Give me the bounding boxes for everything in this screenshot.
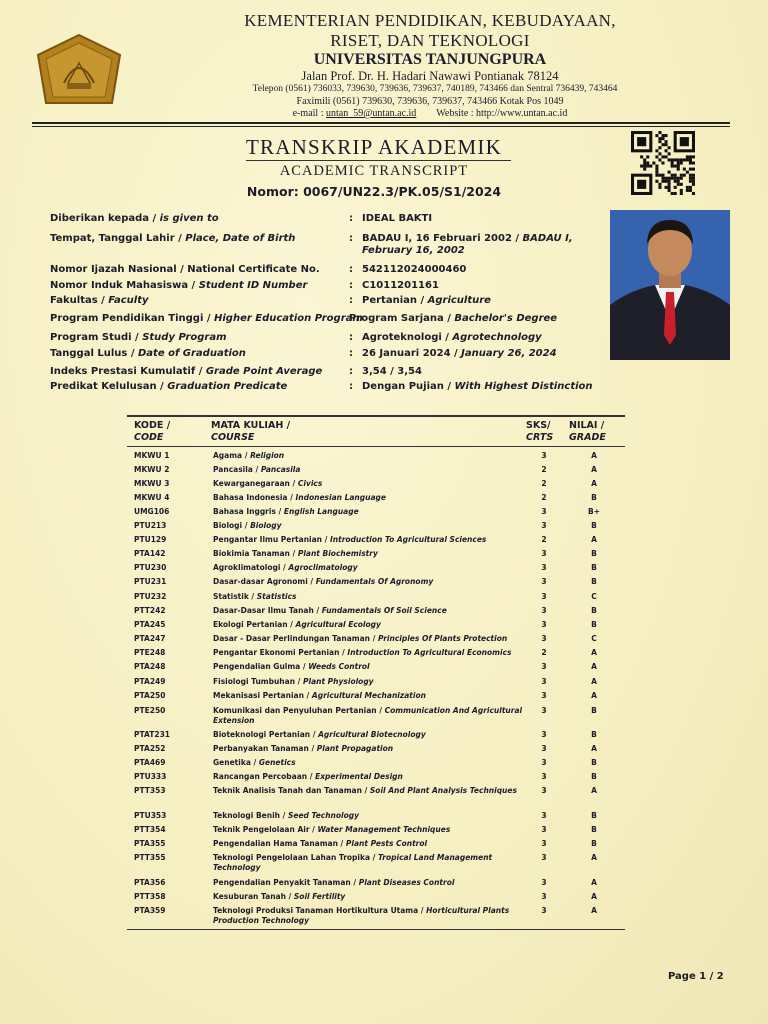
info-value	[362, 233, 607, 257]
course-name	[213, 577, 523, 587]
title-underline	[246, 160, 511, 161]
header-sks-en: CRTS	[526, 432, 554, 443]
course-name	[213, 825, 523, 835]
info-label-en: Date of Graduation	[137, 348, 246, 359]
course-code: PTAT231	[134, 730, 171, 739]
info-colon: :	[349, 348, 353, 359]
course-grade: B	[591, 493, 597, 502]
header-code-id: KODE /	[134, 420, 171, 431]
course-grade: B	[591, 825, 597, 834]
info-value	[362, 213, 607, 225]
course-name-en: Soil And Plant Analysis Techniques	[369, 786, 517, 795]
course-name-id: Pancasila /	[213, 465, 261, 474]
info-label	[50, 332, 227, 343]
course-code: PTT358	[134, 892, 166, 901]
course-grade: B	[591, 839, 597, 848]
header-divider	[32, 122, 730, 124]
course-grade: B	[591, 606, 597, 615]
course-code: UMG106	[134, 507, 170, 516]
course-name-id: Ekologi Pertanian /	[213, 620, 296, 629]
info-value-en: Agrotechnology	[452, 332, 542, 343]
course-name	[213, 592, 523, 602]
course-code: PTA252	[134, 744, 166, 753]
info-label-en: Higher Education Program	[214, 313, 363, 324]
fax: Faximili (0561) 739630, 739636, 739637, 743466 Kotak Pos 1049	[296, 96, 564, 107]
course-grade: A	[591, 648, 597, 657]
course-name	[213, 730, 523, 740]
course-code: PTT354	[134, 825, 166, 834]
info-value-id: Pertanian /	[362, 295, 428, 306]
course-credits: 3	[541, 786, 547, 795]
course-grade: C	[591, 592, 597, 601]
info-label-en: is given to	[159, 213, 219, 224]
course-name-id: Teknik Pengelolaan Air /	[213, 825, 318, 834]
info-value-id: 3,54 / 3,54	[362, 366, 422, 377]
course-name-id: Komunikasi dan Penyuluhan Pertanian /	[213, 706, 385, 715]
course-credits: 3	[541, 606, 547, 615]
info-label-id: Predikat Kelulusan /	[50, 381, 168, 392]
course-name-en: Water Management Techniques	[317, 825, 451, 834]
info-label-en: Faculty	[108, 295, 149, 306]
course-credits: 3	[541, 744, 547, 753]
info-label	[50, 381, 287, 392]
course-code: MKWU 3	[134, 479, 170, 488]
info-value	[362, 332, 607, 344]
course-grade: B	[591, 811, 597, 820]
course-credits: 3	[541, 662, 547, 671]
course-name-id: Bahasa Inggris /	[213, 507, 284, 516]
student-photo	[610, 210, 730, 360]
course-credits: 2	[541, 648, 547, 657]
qr-code-icon	[628, 131, 698, 195]
course-code: PTU213	[134, 521, 167, 530]
course-name-id: Kesuburan Tanah /	[213, 892, 294, 901]
info-value-id: 542112024000460	[362, 264, 467, 275]
course-grade: B	[591, 772, 597, 781]
course-name-en: Horticultural Plants Production Technology	[213, 906, 510, 925]
course-grade: B	[591, 758, 597, 767]
course-name	[213, 507, 523, 517]
course-grade: A	[591, 535, 597, 544]
info-value-en: BADAU I, February 16, 2002	[362, 233, 573, 256]
course-name-id: Agroklimatologi /	[213, 563, 289, 572]
course-name-en: English Language	[283, 507, 359, 516]
course-name-id: Pengendalian Penyakit Tanaman /	[213, 878, 359, 887]
table-bottom-border	[127, 929, 625, 930]
course-name	[213, 892, 523, 902]
course-name-id: Kewarganegaraan /	[213, 479, 298, 488]
course-name-en: Agricultural Ecology	[295, 620, 381, 629]
ministry-line-1: KEMENTERIAN PENDIDIKAN, KEBUDAYAAN,	[244, 11, 616, 30]
course-credits: 3	[541, 892, 547, 901]
course-code: PTA250	[134, 691, 166, 700]
course-credits: 3	[541, 839, 547, 848]
info-label-id: Diberikan kepada /	[50, 213, 160, 224]
course-name-id: Teknologi Pengelolaan Lahan Tropika /	[213, 853, 378, 862]
course-name-id: Mekanisasi Pertanian /	[213, 691, 312, 700]
course-code: MKWU 1	[134, 451, 170, 460]
course-name	[213, 758, 523, 768]
info-colon: :	[349, 233, 353, 244]
course-name-en: Plant Biochemistry	[297, 549, 378, 558]
course-code: PTU129	[134, 535, 167, 544]
course-name	[213, 786, 523, 796]
course-name-id: Pengendalian Gulma /	[213, 662, 309, 671]
info-label-id: Nomor Ijazah Nasional / National Certificate No.	[50, 264, 320, 275]
course-name	[213, 606, 523, 616]
table-header-border	[127, 446, 625, 447]
info-label	[50, 313, 363, 324]
course-code: PTA247	[134, 634, 166, 643]
course-name-id: Dasar - Dasar Perlindungan Tanaman /	[213, 634, 378, 643]
email-label: e-mail :	[292, 108, 326, 119]
document-subtitle: ACADEMIC TRANSCRIPT	[279, 163, 469, 179]
course-credits: 3	[541, 906, 547, 915]
info-label	[50, 295, 149, 306]
course-code: PTE248	[134, 648, 166, 657]
page-number: Page 1 / 2	[668, 971, 724, 982]
info-value-en: With Highest Distinction	[454, 381, 593, 392]
info-label-id: Tanggal Lulus /	[50, 348, 138, 359]
course-name-en: Experimental Design	[315, 772, 403, 781]
table-top-border	[127, 415, 625, 417]
course-grade: B	[591, 620, 597, 629]
course-credits: 3	[541, 825, 547, 834]
course-name	[213, 706, 523, 725]
info-value	[362, 264, 607, 276]
course-name-id: Teknologi Benih /	[213, 811, 288, 820]
info-value	[362, 348, 607, 360]
info-label-id: Program Pendidikan Tinggi /	[50, 313, 214, 324]
course-name	[213, 906, 523, 925]
course-code: PTT353	[134, 786, 166, 795]
course-grade: B+	[587, 507, 600, 516]
course-name-en: Pancasila	[260, 465, 301, 474]
course-credits: 3	[541, 758, 547, 767]
course-code: PTA142	[134, 549, 166, 558]
course-credits: 3	[541, 691, 547, 700]
course-credits: 3	[541, 620, 547, 629]
header-course	[211, 420, 290, 444]
course-name-id: Genetika /	[213, 758, 259, 767]
course-name	[213, 744, 523, 754]
course-code: PTU353	[134, 811, 167, 820]
course-name-en: Indonesian Language	[295, 493, 386, 502]
course-code: PTA356	[134, 878, 166, 887]
info-value-id: C1011201161	[362, 280, 439, 291]
info-value-id: Agroteknologi /	[362, 332, 453, 343]
course-name-id: Pengantar Ilmu Pertanian /	[213, 535, 330, 544]
course-credits: 3	[541, 577, 547, 586]
course-grade: A	[591, 892, 597, 901]
course-name-en: Agricultural Mechanization	[311, 691, 426, 700]
info-value	[349, 313, 594, 325]
course-credits: 3	[541, 878, 547, 887]
course-grade: B	[591, 549, 597, 558]
info-value-id: BADAU I, 16 Februari 2002 /	[362, 233, 523, 244]
course-code: PTA245	[134, 620, 166, 629]
course-name	[213, 811, 523, 821]
course-name	[213, 839, 523, 849]
course-grade: B	[591, 730, 597, 739]
course-name-id: Biokimia Tanaman /	[213, 549, 298, 558]
course-credits: 3	[541, 451, 547, 460]
info-label-id: Fakultas /	[50, 295, 109, 306]
course-name-id: Bioteknologi Pertanian /	[213, 730, 319, 739]
info-value	[362, 366, 607, 378]
website[interactable]: Website : http://www.untan.ac.id	[436, 108, 568, 119]
course-name-en: Seed Technology	[287, 811, 360, 820]
course-name-en: Civics	[297, 479, 323, 488]
course-name-id: Biologi /	[213, 521, 251, 530]
info-label	[50, 233, 295, 244]
course-name-en: Statistics	[256, 592, 297, 601]
header-sks	[526, 420, 553, 444]
course-grade: A	[591, 744, 597, 753]
course-grade: C	[591, 634, 597, 643]
university-name: UNIVERSITAS TANJUNGPURA	[313, 51, 547, 68]
course-grade: A	[591, 662, 597, 671]
info-value-id: Dengan Pujian /	[362, 381, 455, 392]
info-colon: :	[349, 332, 353, 343]
address: Jalan Prof. Dr. H. Hadari Nawawi Pontianak 78124	[301, 69, 559, 83]
course-code: PTU232	[134, 592, 167, 601]
course-name-id: Dasar-Dasar Ilmu Tanah /	[213, 606, 322, 615]
course-name-en: Agricultural Biotecnology	[318, 730, 426, 739]
info-label-en: Student ID Number	[198, 280, 308, 291]
course-name	[213, 479, 523, 489]
info-value	[362, 295, 607, 307]
course-credits: 3	[541, 811, 547, 820]
info-label-id: Indeks Prestasi Kumulatif /	[50, 366, 206, 377]
course-name-en: Plant Physiology	[303, 677, 374, 686]
course-name-id: Bahasa Indonesia /	[213, 493, 296, 502]
course-grade: A	[591, 451, 597, 460]
course-name	[213, 772, 523, 782]
course-name	[213, 620, 523, 630]
course-credits: 2	[541, 465, 547, 474]
phone: Telepon (0561) 736033, 739630, 739636, 739637, 740189, 743466 dan Sentral 736439, 743464	[252, 84, 618, 94]
course-grade: B	[591, 563, 597, 572]
course-name-id: Agama /	[213, 451, 251, 460]
info-label	[50, 348, 246, 359]
course-name	[213, 521, 523, 531]
course-name-en: Introduction To Agricultural Sciences	[329, 535, 487, 544]
course-code: PTA249	[134, 677, 166, 686]
course-grade: A	[591, 465, 597, 474]
course-name	[213, 535, 523, 545]
info-label-en: Grade Point Average	[205, 366, 323, 377]
course-credits: 3	[541, 521, 547, 530]
info-colon: :	[349, 295, 353, 306]
header-code-en: CODE	[134, 432, 164, 443]
course-grade: A	[591, 878, 597, 887]
course-name-id: Dasar-dasar Agronomi /	[213, 577, 316, 586]
course-credits: 3	[541, 772, 547, 781]
course-name-id: Teknik Analisis Tanah dan Tanaman /	[213, 786, 370, 795]
info-colon: :	[349, 213, 353, 224]
course-code: PTU230	[134, 563, 167, 572]
info-colon: :	[349, 264, 353, 275]
course-name	[213, 878, 523, 888]
course-grade: A	[591, 786, 597, 795]
course-credits: 3	[541, 634, 547, 643]
course-credits: 3	[541, 563, 547, 572]
course-grade: A	[591, 906, 597, 915]
course-code: PTA355	[134, 839, 166, 848]
course-credits: 3	[541, 677, 547, 686]
header-grade-en: GRADE	[569, 432, 606, 443]
course-credits: 3	[541, 592, 547, 601]
header-grade	[569, 420, 606, 444]
header-sks-id: SKS/	[526, 420, 551, 431]
course-grade: B	[591, 706, 597, 715]
course-name-id: Rancangan Percobaan /	[213, 772, 316, 781]
course-name	[213, 691, 523, 701]
course-credits: 3	[541, 549, 547, 558]
info-label	[50, 280, 307, 291]
course-name	[213, 662, 523, 672]
course-name-en: Weeds Control	[308, 662, 370, 671]
course-name-en: Fundamentals Of Soil Science	[321, 606, 447, 615]
info-label-id: Tempat, Tanggal Lahir /	[50, 233, 186, 244]
course-name-id: Pengantar Ekonomi Pertanian /	[213, 648, 348, 657]
course-code: PTA248	[134, 662, 166, 671]
info-value-id: Program Sarjana /	[349, 313, 455, 324]
course-code: PTU231	[134, 577, 167, 586]
course-credits: 2	[541, 493, 547, 502]
course-grade: A	[591, 677, 597, 686]
info-label	[50, 264, 320, 275]
course-name-en: Communication And Agricultural Extension	[213, 706, 523, 725]
course-name-en: Biology	[250, 521, 282, 530]
header-divider-thin	[32, 126, 730, 127]
course-code: PTA469	[134, 758, 166, 767]
info-label-en: Study Program	[142, 332, 227, 343]
info-value-id: IDEAL BAKTI	[362, 213, 433, 224]
course-grade: A	[591, 853, 597, 862]
course-name-en: Soil Fertility	[293, 892, 346, 901]
course-name	[213, 677, 523, 687]
contact-line	[200, 108, 660, 119]
info-label-id: Program Studi /	[50, 332, 143, 343]
course-name-en: Tropical Land Management Technology	[213, 853, 493, 872]
info-label	[50, 366, 322, 377]
header-course-id: MATA KULIAH /	[211, 420, 291, 431]
course-name-id: Fisiologi Tumbuhan /	[213, 677, 304, 686]
header-grade-id: NILAI /	[569, 420, 605, 431]
info-value	[362, 381, 607, 393]
ministry-line-2: RISET, DAN TEKNOLOGI	[330, 31, 530, 50]
course-name	[213, 549, 523, 559]
course-name-en: Introduction To Agricultural Economics	[347, 648, 512, 657]
course-credits: 3	[541, 706, 547, 715]
course-name-en: Principles Of Plants Protection	[377, 634, 508, 643]
course-name-id: Teknologi Produksi Tanaman Hortikultura Utama /	[213, 906, 427, 915]
course-code: MKWU 4	[134, 493, 170, 502]
course-name-en: Plant Diseases Control	[358, 878, 455, 887]
info-colon: :	[349, 366, 353, 377]
info-colon: :	[349, 381, 353, 392]
document-number: Nomor: 0067/UN22.3/PK.05/S1/2024	[246, 184, 502, 199]
course-code: PTE250	[134, 706, 166, 715]
header-course-en: COURSE	[211, 432, 255, 443]
course-code: PTT242	[134, 606, 166, 615]
course-name-en: Agroclimatology	[288, 563, 358, 572]
course-code: PTU333	[134, 772, 167, 781]
course-name	[213, 634, 523, 644]
info-value-en: Bachelor's Degree	[454, 313, 558, 324]
course-name-id: Statistik /	[213, 592, 257, 601]
info-value-en: January 26, 2024	[461, 348, 557, 359]
course-credits: 3	[541, 507, 547, 516]
course-name-en: Religion	[250, 451, 285, 460]
course-grade: B	[591, 521, 597, 530]
header-code	[134, 420, 170, 444]
info-value-en: Agriculture	[427, 295, 491, 306]
info-label	[50, 213, 219, 224]
course-name-id: Pengendalian Hama Tanaman /	[213, 839, 346, 848]
course-code: PTT355	[134, 853, 166, 862]
course-grade: B	[591, 577, 597, 586]
course-name-en: Plant Pests Control	[345, 839, 428, 848]
course-name-id: Perbanyakan Tanaman /	[213, 744, 317, 753]
course-name	[213, 648, 523, 658]
course-code: PTA359	[134, 906, 166, 915]
info-value	[362, 280, 607, 292]
course-code: MKWU 2	[134, 465, 170, 474]
document-title: TRANSKRIP AKADEMIK	[246, 135, 502, 159]
course-name	[213, 853, 523, 872]
info-colon: :	[349, 280, 353, 291]
course-name	[213, 465, 523, 475]
course-name	[213, 493, 523, 503]
course-credits: 2	[541, 479, 547, 488]
course-name	[213, 563, 523, 573]
course-name-en: Plant Propagation	[316, 744, 394, 753]
info-label-id: Nomor Induk Mahasiswa /	[50, 280, 199, 291]
course-name-en: Genetics	[258, 758, 296, 767]
course-grade: A	[591, 479, 597, 488]
course-credits: 3	[541, 853, 547, 862]
university-seal-icon	[34, 33, 124, 111]
course-credits: 3	[541, 730, 547, 739]
info-label-en: Place, Date of Birth	[185, 233, 296, 244]
email-link[interactable]: untan_59@untan.ac.id	[325, 108, 417, 119]
course-credits: 2	[541, 535, 547, 544]
info-label-en: Graduation Predicate	[167, 381, 288, 392]
course-name	[213, 451, 523, 461]
course-name-en: Fundamentals Of Agronomy	[315, 577, 434, 586]
info-value-id: 26 Januari 2024 /	[362, 348, 462, 359]
course-grade: A	[591, 691, 597, 700]
